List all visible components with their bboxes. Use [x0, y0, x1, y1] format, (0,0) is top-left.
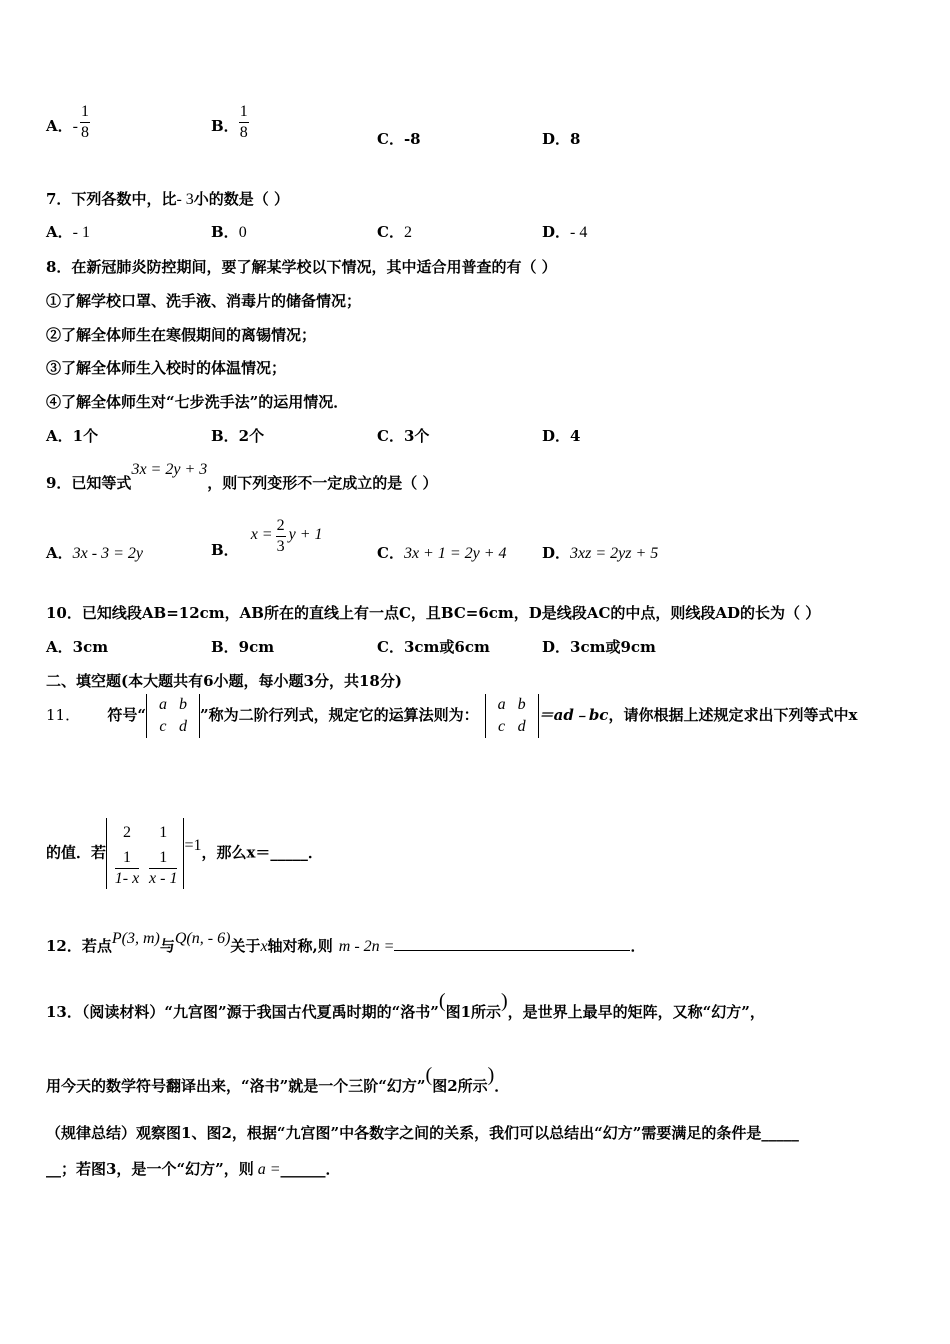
- q7-option-b: B．0: [211, 223, 247, 241]
- q13-line-3: （规律总结）观察图1、图2，根据“九宫图”中各数字之间的关系，我们可以总结出“幻方”需要满足的条件是_____: [46, 1124, 799, 1142]
- q12-line: 12．若点P(3, m)与Q(n, - 6)关于x轴对称,则 m - 2n = ．: [46, 930, 646, 955]
- q8-item-3: ③了解全体师生入校时的体温情况；: [46, 359, 287, 377]
- q11-number: 11．: [46, 706, 81, 724]
- q11-fraction-1: $\frac{1}{1- x}$: [114, 849, 140, 887]
- q13-line-1: 13．（阅读材料）“九宫图”源于我国古代夏禹时期的“洛书”(图1所示)，是世界上最早的矩阵，又称“幻方”，: [46, 990, 765, 1021]
- q9-given-equation: 3x = 2y + 3: [131, 461, 208, 478]
- q6-a-fraction: $\frac{1}{8}$: [80, 103, 89, 141]
- q8-option-b: B．2个: [211, 427, 265, 445]
- q8-option-a: A．1个: [46, 427, 99, 445]
- q7-stem: 7．下列各数中，比- 3小的数是（ ）: [46, 190, 290, 208]
- q10-option-b: B．9cm: [211, 638, 275, 656]
- q11-symbol-determinant: a b c d: [146, 694, 200, 738]
- q6-b-label: B．: [211, 116, 239, 135]
- q7-option-a: A．- 1: [46, 223, 90, 241]
- q10-option-c: C．3cm或6cm: [377, 638, 490, 656]
- q8-option-d: D．4: [542, 427, 581, 445]
- q9-option-b: B．x = $\frac{2}{3}$ y + 1: [211, 517, 323, 559]
- q12-expression: m - 2n =: [338, 938, 395, 955]
- q10-stem: 10．已知线段AB=12cm，AB所在的直线上有一点C，且BC=6cm，D是线段AC的中点，则线段AD的长为（ ）: [46, 604, 821, 622]
- q8-item-2: ②了解全体师生在寒假期间的离锡情况；: [46, 326, 317, 344]
- q9-option-d: D．3xz = 2yz + 5: [542, 544, 659, 562]
- q7-stem-number: - 3: [176, 191, 194, 208]
- q12-point-q: Q(n, - 6): [174, 930, 231, 947]
- q10-option-d: D．3cm或9cm: [542, 638, 656, 656]
- q6-option-a: [46, 104, 90, 141]
- q11-line-1: 11． 符号“ a b c d ”称为二阶行列式，规定它的运算法则为： a b c d ＝ad﹣bc，请你根据上述规定求出下列等式中x: [46, 694, 857, 738]
- q8-item-1: ①了解学校口罩、洗手液、消毒片的储备情况；: [46, 292, 362, 310]
- q9-option-a: A．3x - 3 = 2y: [46, 544, 143, 562]
- q6-a-label: A．: [46, 116, 73, 135]
- q12-answer-blank: [394, 950, 630, 951]
- q7-option-c: C．2: [377, 223, 412, 241]
- q9-stem: 9．已知等式3x = 2y + 3，则下列变形不一定成立的是（ ）: [46, 461, 438, 492]
- q9-option-c: C．3x + 1 = 2y + 4: [377, 544, 507, 562]
- q7-option-d: D．- 4: [542, 223, 588, 241]
- q8-option-c: C．3个: [377, 427, 430, 445]
- q12-point-p: P(3, m): [111, 930, 160, 947]
- q6-option-d: D．8: [542, 130, 581, 148]
- section-2-title: 二、填空题(本大题共有6小题，每小题3分，共18分): [46, 672, 402, 690]
- q11-line-2: 的值．若 2 1 $\frac{1}{1- x}$ $\frac{1}{x - 1}$ =1，那么x＝_____．: [46, 818, 323, 889]
- q6-b-fraction: $\frac{1}{8}$: [239, 103, 248, 141]
- q9-b-fraction: $\frac{2}{3}$: [276, 517, 285, 555]
- q10-option-a: A．3cm: [46, 638, 109, 656]
- q13-line-4: __；若图3，是一个“幻方”，则 a =______．: [46, 1160, 341, 1178]
- q11-equation-determinant: 2 1 $\frac{1}{1- x}$ $\frac{1}{x - 1}$: [106, 818, 184, 889]
- q11-rule-determinant: a b c d: [485, 694, 539, 738]
- q6-a-sign: -: [72, 117, 78, 135]
- q13-line-2: 用今天的数学符号翻译出来，“洛书”就是一个三阶“幻方”(图2所示)．: [46, 1064, 510, 1095]
- q11-fraction-2: $\frac{1}{x - 1}$: [149, 849, 178, 887]
- q8-stem: 8．在新冠肺炎防控期间，要了解某学校以下情况，其中适合用普查的有（ ）: [46, 258, 557, 276]
- q6-option-b: [211, 104, 249, 141]
- q8-item-4: ④了解全体师生对“七步洗手法”的运用情况．: [46, 393, 349, 411]
- q11-rule: ＝ad﹣bc: [538, 706, 609, 724]
- q6-option-c: C．-8: [377, 130, 421, 148]
